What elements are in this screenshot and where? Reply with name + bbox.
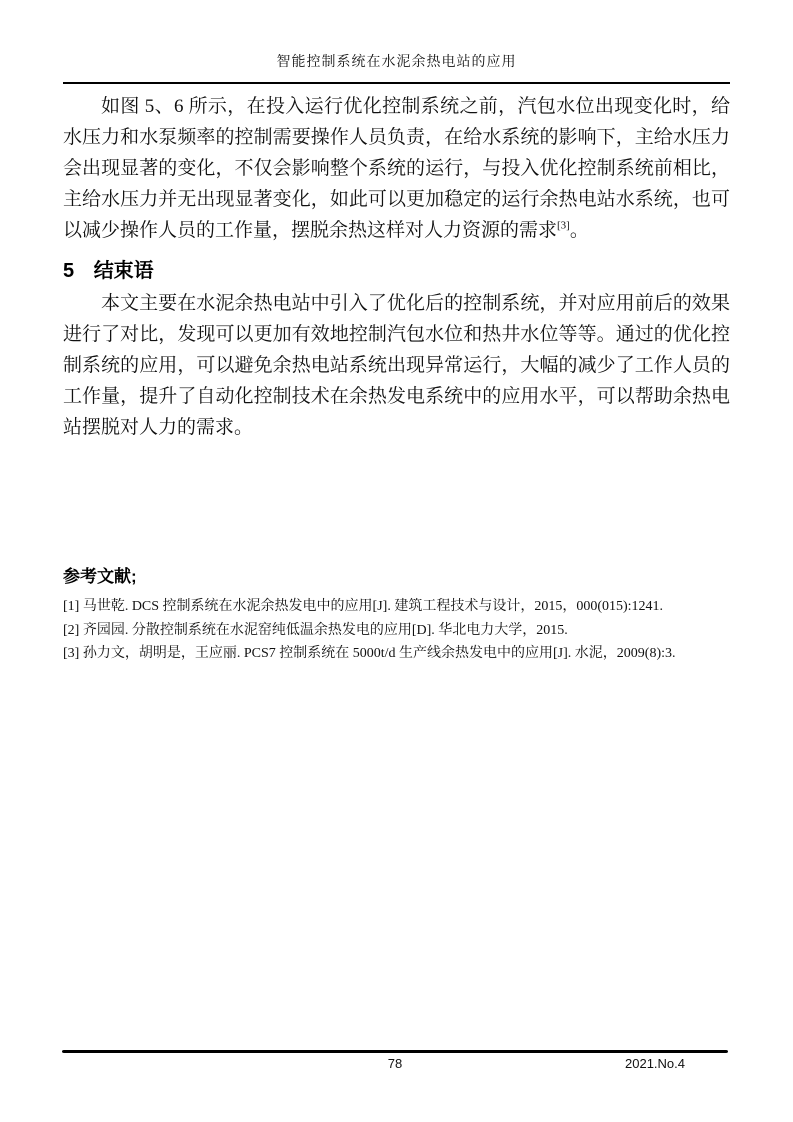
references-list: [63, 595, 730, 666]
header-rule: [63, 82, 730, 84]
footer-rule: [62, 1050, 728, 1053]
reference-item-1: [1] 马世乾. DCS 控制系统在水泥余热发电中的应用[J]. 建筑工程技术与设计，2015，000(015):1241.: [63, 599, 664, 614]
section-title: 结束语: [93, 260, 154, 282]
page-content: [63, 0, 730, 666]
paragraph-1-text: 如图 5、6 所示，在投入运行优化控制系统之前，汽包水位出现变化时，给水压力和水泵频率的控制需要操作人员负责，在给水系统的影响下，主给水压力会出现显著的变化，不仅会影响整个系统的运行，与投入优化控制系统前相比，主给水压力并无出现显著变化，如此可以更加稳定的运行余热电站水系统，也可以减少操作人员的工作量，摆脱余热这样对人力资源的需求: [63, 96, 730, 241]
issue-number: 2021.No.4: [625, 1056, 685, 1071]
paragraph-1: [63, 91, 730, 246]
paragraph-1-end: 。: [569, 220, 589, 241]
citation-superscript: [3]: [557, 219, 570, 232]
page-number: 78: [387, 1056, 403, 1071]
reference-item-2: [2] 齐园园. 分散控制系统在水泥窑纯低温余热发电的应用[D]. 华北电力大学，2015.: [63, 622, 568, 638]
footer-row: [62, 1056, 728, 1072]
section-number: 5: [63, 260, 75, 282]
section-heading-conclusion: [63, 257, 730, 285]
page-footer: [62, 1050, 728, 1072]
reference-item-3: [3] 孙力文，胡明是，王应丽. PCS7 控制系统在 5000t/d 生产线余热发电中的应用[J]. 水泥，2009(8):3.: [63, 646, 676, 661]
references-heading: 参考文献;: [63, 567, 137, 586]
paragraph-2: 本文主要在水泥余热电站中引入了优化后的控制系统，并对应用前后的效果进行了对比，发现可以更加有效地控制汽包水位和热井水位等等。通过的优化控制系统的应用，可以避免余热电站系统出现异常运行，大幅的减少了工作人员的工作量，提升了自动化控制技术在余热发电系统中的应用水平，可以帮助余热电站摆脱对人力的需求。: [63, 293, 730, 438]
running-head-title: 智能控制系统在水泥余热电站的应用: [276, 55, 517, 70]
